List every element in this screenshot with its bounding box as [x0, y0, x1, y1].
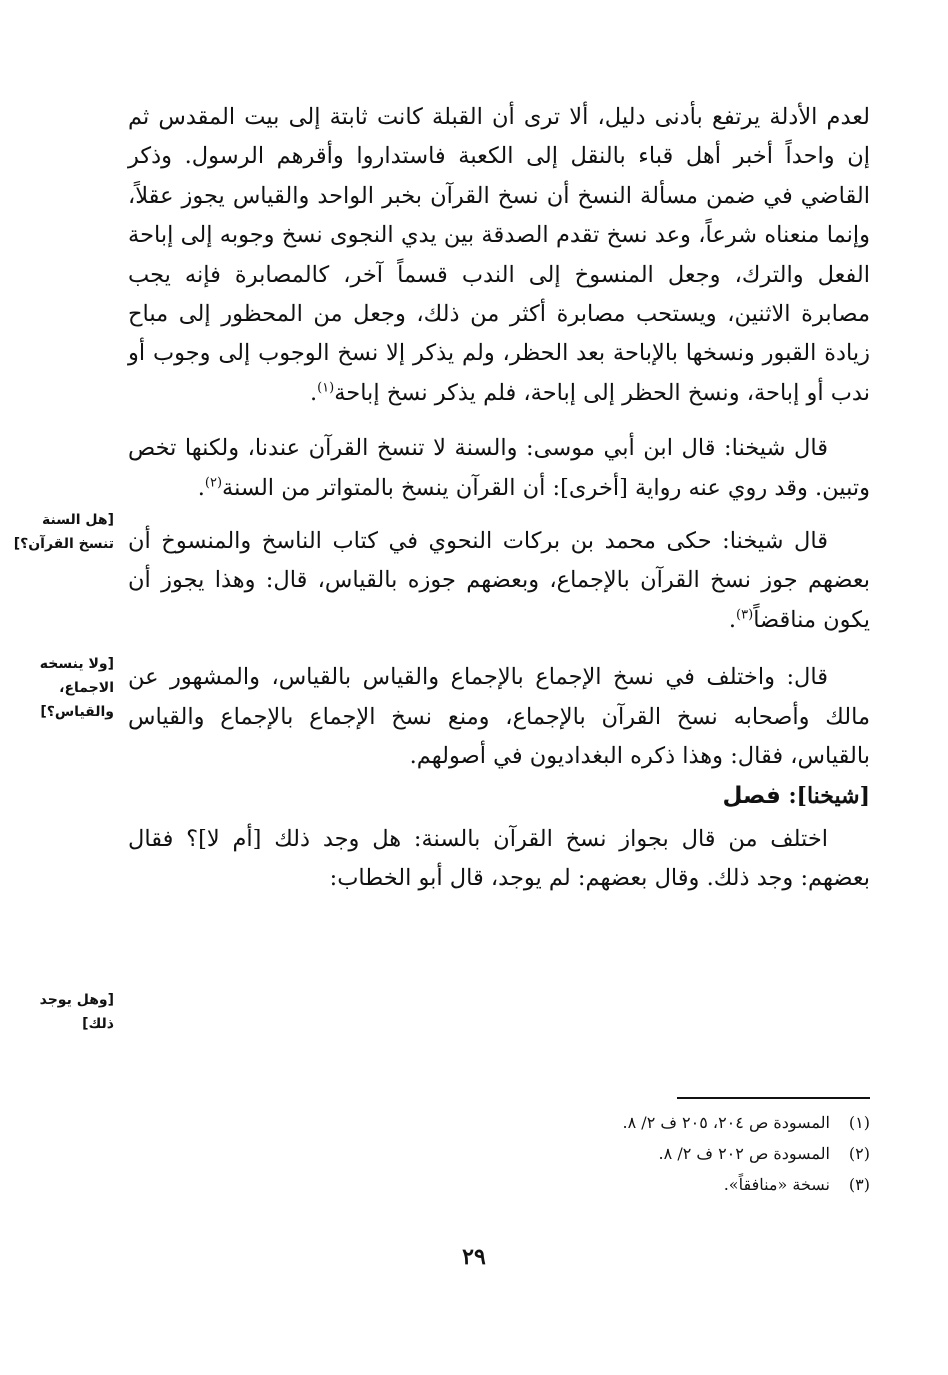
- paragraph-4: [128, 658, 870, 776]
- section-heading-title: فصل: [722, 782, 781, 809]
- paragraph-5-text: اختلف من قال بجواز نسخ القرآن بالسنة: هل وجد ذلك [أم لا]؟ فقال بعضهم: وجد ذلك. وقال بعضهم: لم يوجد، قال أبو الخطاب:: [128, 825, 870, 892]
- footnote-1-number: (١): [848, 1113, 870, 1132]
- section-heading: [128, 777, 870, 816]
- footnote-2: [128, 1138, 870, 1169]
- footnote-ref-3: (٣): [736, 607, 754, 623]
- footnote-1: [128, 1107, 870, 1138]
- footnote-2-text: المسودة ص ٢٠٢ ف ٢/ ٨.: [658, 1144, 830, 1163]
- paragraph-1-end: .: [309, 379, 318, 406]
- footnote-3-text: نسخة «منافقاً».: [723, 1175, 830, 1194]
- section-heading-prefix: [شيخنا]:: [788, 782, 870, 809]
- paragraph-2-text: قال شيخنا: قال ابن أبي موسى: والسنة لا تنسخ القرآن عندنا، ولكنها تخص وتبين. وقد روي عنه رواية [أخرى]: أن القرآن ينسخ بالمتواتر من السنة: [128, 435, 870, 501]
- paragraph-1: [128, 98, 870, 413]
- margin-note-3: [وهل يوجد ذلك]: [39, 992, 114, 1032]
- footnote-ref-1: (١): [317, 380, 335, 396]
- footnotes: [128, 1107, 870, 1200]
- margin-note-1: [هل السنة تنسخ القرآن؟]: [13, 512, 114, 552]
- main-text: [128, 98, 870, 899]
- footnote-divider: [677, 1097, 870, 1099]
- footnote-1-text: المسودة ص ٢٠٤، ٢٠٥ ف ٢/ ٨.: [622, 1113, 830, 1132]
- paragraph-5: [128, 820, 870, 899]
- paragraph-3-end: .: [728, 606, 737, 633]
- paragraph-2: [128, 429, 870, 508]
- page-number: ٢٩: [462, 1244, 486, 1270]
- paragraph-3: [128, 522, 870, 640]
- margin-note-2: [ولا ينسخه الاجماع، والقياس؟]: [39, 656, 114, 720]
- footnote-3-number: (٣): [848, 1175, 870, 1194]
- footnote-ref-2: (٢): [204, 475, 223, 491]
- footnote-3: [128, 1169, 870, 1200]
- paragraph-3-text: قال شيخنا: حكى محمد بن بركات النحوي في كتاب الناسخ والمنسوخ أن بعضهم جوز نسخ القرآن بالإجماع، وبعضهم جوزه بالقياس، قال: وهذا يجوز أن يكون مناقضاً: [128, 528, 870, 633]
- paragraph-2-end: .: [197, 474, 205, 501]
- footnote-2-number: (٢): [848, 1144, 870, 1163]
- paragraph-1-text: لعدم الأدلة يرتفع بأدنى دليل، ألا ترى أن القبلة كانت ثابتة إلى بيت المقدس ثم إن واحداً أخبر أهل قباء بالنقل إلى الكعبة فاستداروا وأقرهم الرسول. وذكر القاضي في ضمن مسألة النسخ أن نسخ القرآن بخبر الواحد والقياس يجوز عقلاً، وإنما منعناه شرعاً، وعد نسخ تقدم الصدقة بين يدي النجوى نسخ وجوبه إلى إباحة الفعل والترك، وجعل المنسوخ إلى الندب قسماً آخر، كالمصابرة فإنه يجب مصابرة الاثنين، ويستحب مصابرة أكثر من ذلك، وجعل من المحظور إلى مباح زيادة القبور ونسخها بالإباحة بعد الحظر، ولم يذكر إلا نسخ الوجوب إلى وجوب أو ندب أو إباحة، ونسخ الحظر إلى إباحة، فلم يذكر نسخ إباحة: [128, 104, 870, 406]
- paragraph-4-text: قال: واختلف في نسخ الإجماع بالإجماع والقياس بالقياس، والمشهور عن مالك وأصحابه نسخ القرآن بالإجماع، ومنع نسخ الإجماع بالإجماع والقياس بالقياس، فقال: وهذا ذكره البغداديون في أصولهم.: [128, 664, 870, 770]
